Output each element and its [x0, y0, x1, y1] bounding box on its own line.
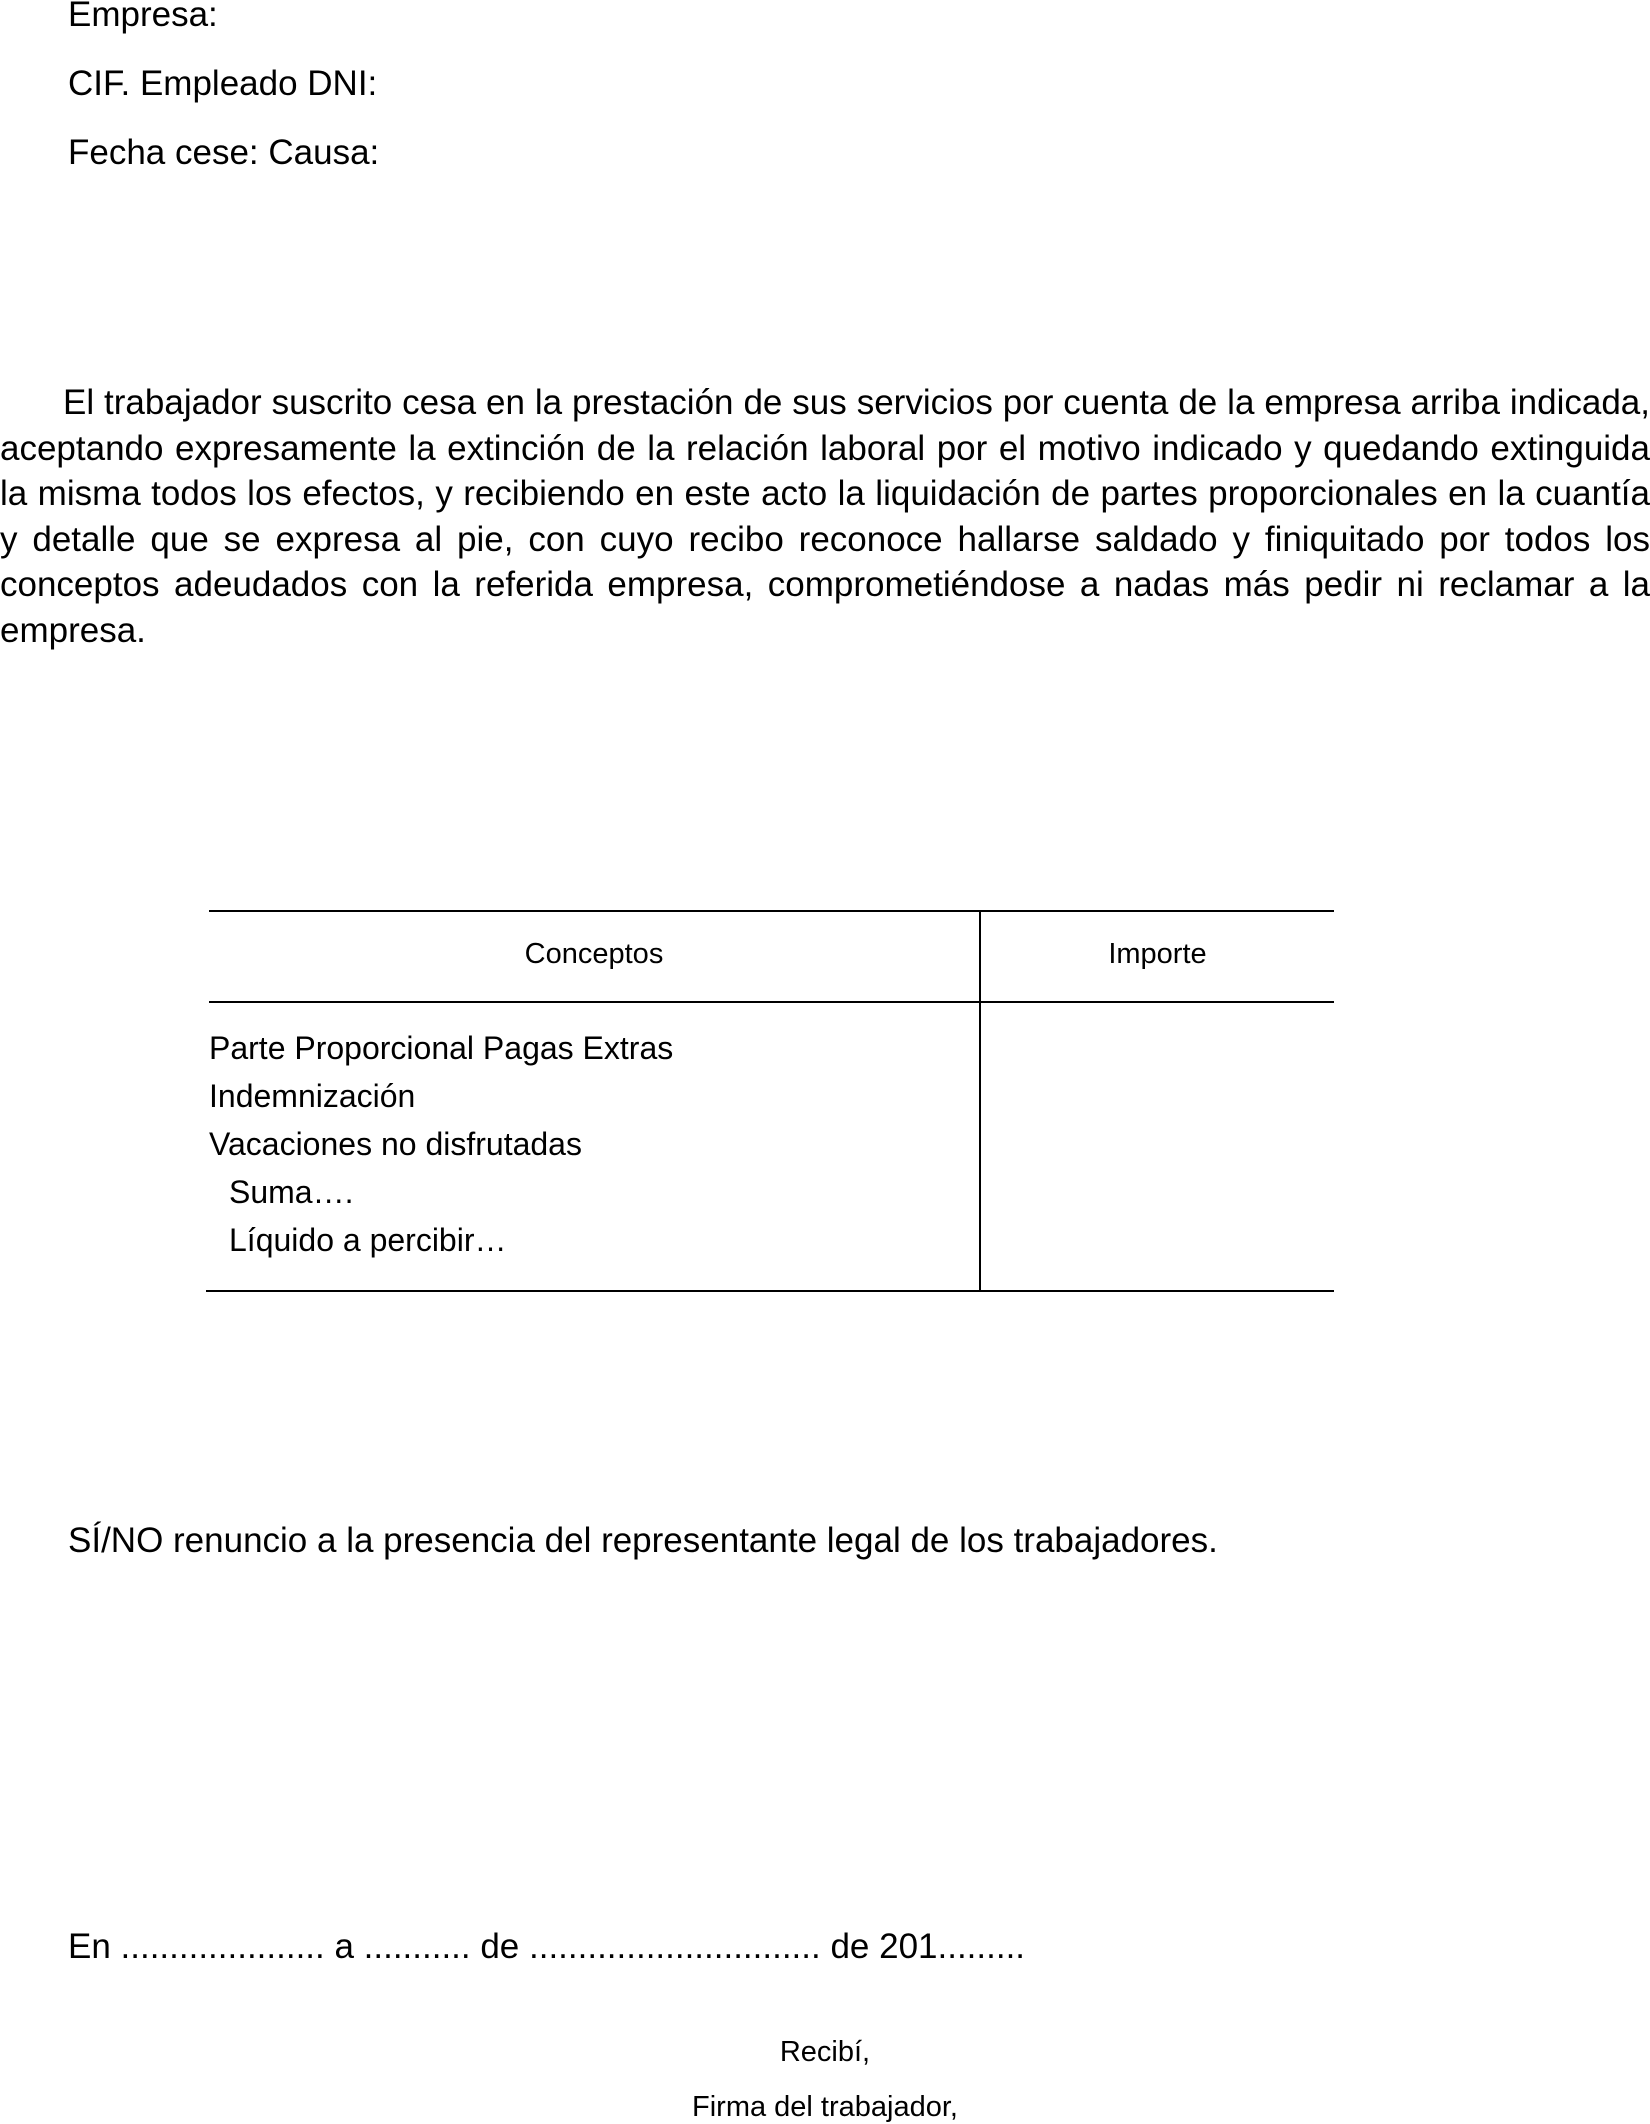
concept-pagas-extras: Parte Proporcional Pagas Extras: [209, 1030, 674, 1066]
header-conceptos: Conceptos: [524, 938, 664, 970]
recibi-label: Recibí,: [779, 2036, 871, 2068]
header-importe: Importe: [1108, 938, 1207, 970]
table-top-rule: [209, 910, 1334, 912]
settlement-paragraph: El trabajador suscrito cesa en la prestación de sus servicios por cuenta de la empresa arriba indicada, aceptando expresamente la extinción de la relación laboral por el motivo indicado y quedando extinguida la misma todos los efectos, y recibiendo en este acto la liquidación de partes proporcionales en la cuantía y detalle que se expresa al pie, con cuyo recibo reconoce hallarse saldado y finiquitado por todos los conceptos adeudados con la referida empresa, comprometiéndose a nadas más pedir ni reclamar a la empresa.: [0, 383, 1650, 650]
concept-vacaciones: Vacaciones no disfrutadas: [209, 1126, 582, 1162]
concept-indemnizacion: Indemnización: [209, 1078, 416, 1114]
place-date-line: En ..................... a ........... de .............................. de 201.........: [68, 1927, 1026, 1966]
table-bottom-rule: [206, 1290, 1334, 1292]
firma-trabajador-label: Firma del trabajador,: [692, 2091, 958, 2123]
fecha-causa-label: Fecha cese: Causa:: [68, 133, 380, 172]
concepts-list: [209, 1024, 673, 1264]
concept-suma: Suma….: [229, 1174, 354, 1210]
renuncia-statement: SÍ/NO renuncio a la presencia del representante legal de los trabajadores.: [68, 1521, 1218, 1560]
cif-dni-label: CIF. Empleado DNI:: [68, 64, 378, 103]
table-header-rule: [209, 1001, 1334, 1003]
empresa-label: Empresa:: [68, 0, 218, 34]
concept-liquido: Líquido a percibir…: [229, 1222, 507, 1258]
settlement-table: [206, 910, 1334, 1290]
